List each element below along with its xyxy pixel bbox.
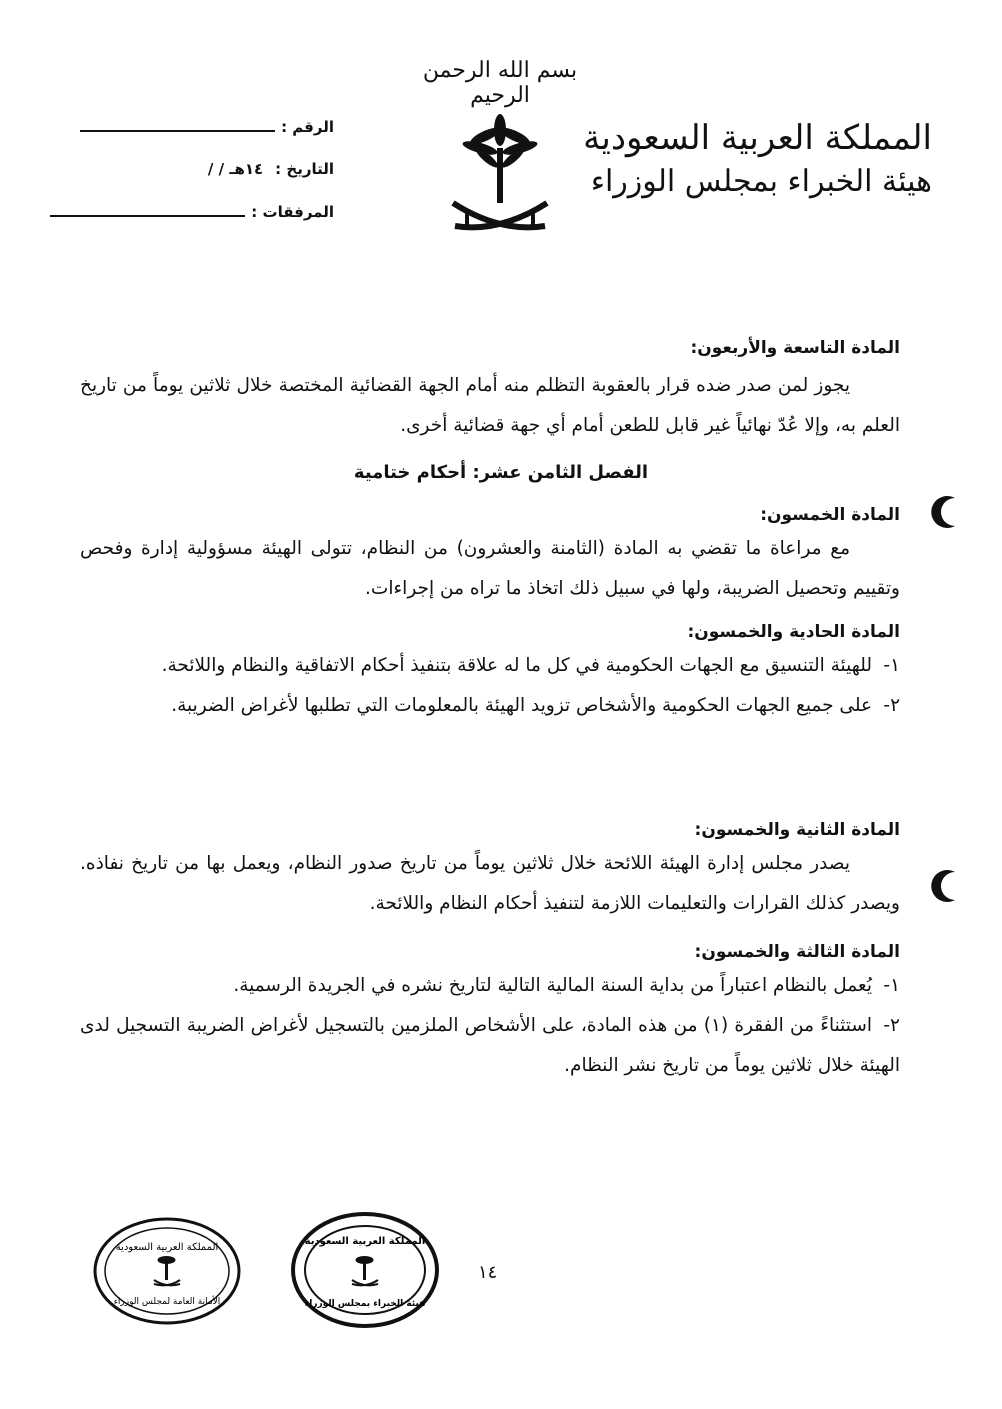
item-number: ٢- bbox=[883, 1015, 900, 1036]
saudi-emblem-icon bbox=[445, 108, 555, 248]
date-field bbox=[208, 160, 334, 178]
article-text: مع مراعاة ما تقضي به المادة (الثامنة والعشرون) من النظام، تتولى الهيئة مسؤولية إدارة وفحص وتقييم وتحصيل الضريبة، ولها في سبيل ذلك اتخاذ ما تراه من إجراءات. bbox=[80, 538, 900, 599]
article-53 bbox=[80, 942, 900, 1086]
list-item bbox=[80, 686, 900, 726]
attachments-field bbox=[50, 203, 334, 221]
attachments-label: المرفقات : bbox=[251, 203, 334, 221]
article-title: المادة الخمسون: bbox=[760, 505, 900, 525]
article-title: المادة الثالثة والخمسون: bbox=[694, 942, 900, 962]
punch-hole-icon bbox=[925, 492, 965, 532]
item-text: استثناءً من الفقرة (١) من هذه المادة، على الأشخاص الملزمين بالتسجيل لأغراض الضريبة التسجيل لدى الهيئة خلال ثلاثين يوماً من تاريخ نشر النظام. bbox=[80, 1015, 900, 1076]
chapter-heading: الفصل الثامن عشر: أحكام ختامية bbox=[353, 462, 649, 483]
punch-hole-icon bbox=[925, 866, 965, 906]
item-number: ٢- bbox=[883, 695, 900, 716]
basmala: بسم الله الرحمن الرحيم bbox=[422, 58, 578, 108]
article-title: المادة التاسعة والأربعون: bbox=[690, 338, 900, 358]
article-50 bbox=[80, 505, 900, 609]
attachments-line bbox=[50, 203, 245, 217]
date-label: التاريخ : bbox=[275, 160, 334, 178]
list-item bbox=[80, 646, 900, 686]
article-52 bbox=[80, 820, 900, 924]
svg-text:المملكة العربية السعودية: المملكة العربية السعودية bbox=[115, 1242, 219, 1253]
reference-label: الرقم : bbox=[281, 118, 334, 136]
item-text: يُعمل بالنظام اعتباراً من بداية السنة المالية التالية لتاريخ نشره في الجريدة الرسمية. bbox=[233, 975, 872, 996]
item-text: على جميع الجهات الحكومية والأشخاص تزويد الهيئة بالمعلومات التي تطلبها لأغراض الضريبة. bbox=[171, 695, 872, 716]
article-title: المادة الحادية والخمسون: bbox=[687, 622, 900, 642]
article-text: يجوز لمن صدر ضده قرار بالعقوبة التظلم منه أمام الجهة القضائية المختصة خلال ثلاثين يوماً من تاريخ العلم به، وإلا عُدّ نهائياً غير قابل للطعن أمام أي جهة قضائية أخرى. bbox=[80, 375, 900, 436]
svg-text:الأمانة العامة لمجلس الوزراء: الأمانة العامة لمجلس الوزراء bbox=[113, 1297, 221, 1307]
country-name: المملكة العربية السعودية bbox=[583, 118, 932, 158]
item-number: ١- bbox=[883, 655, 900, 676]
date-value: / / ١٤هـ bbox=[207, 160, 264, 178]
article-51 bbox=[80, 622, 900, 726]
svg-text:المملكة العربية السعودية: المملكة العربية السعودية bbox=[304, 1236, 426, 1247]
svg-text:هيئة الخبراء بمجلس الوزراء: هيئة الخبراء بمجلس الوزراء bbox=[304, 1299, 426, 1309]
experts-commission-seal bbox=[290, 1210, 440, 1330]
article-text: يصدر مجلس إدارة الهيئة اللائحة خلال ثلاثين يوماً من تاريخ صدور النظام، ويعمل بها من تاريخ نفاذه. ويصدر كذلك القرارات والتعليمات اللازمة لتنفيذ أحكام النظام واللائحة. bbox=[80, 853, 900, 914]
list-item bbox=[80, 966, 900, 1006]
item-text: للهيئة التنسيق مع الجهات الحكومية في كل ما له علاقة بتنفيذ أحكام الاتفاقية والنظام واللائحة. bbox=[161, 655, 872, 676]
agency-name: هيئة الخبراء بمجلس الوزراء bbox=[590, 164, 932, 199]
reference-line bbox=[80, 118, 275, 132]
article-title: المادة الثانية والخمسون: bbox=[694, 820, 900, 840]
article-49 bbox=[80, 338, 900, 446]
page-number: ١٤ bbox=[478, 1262, 498, 1283]
reference-number-field bbox=[80, 118, 334, 136]
item-number: ١- bbox=[883, 975, 900, 996]
list-item bbox=[80, 1006, 900, 1086]
general-secretariat-seal bbox=[92, 1216, 242, 1326]
